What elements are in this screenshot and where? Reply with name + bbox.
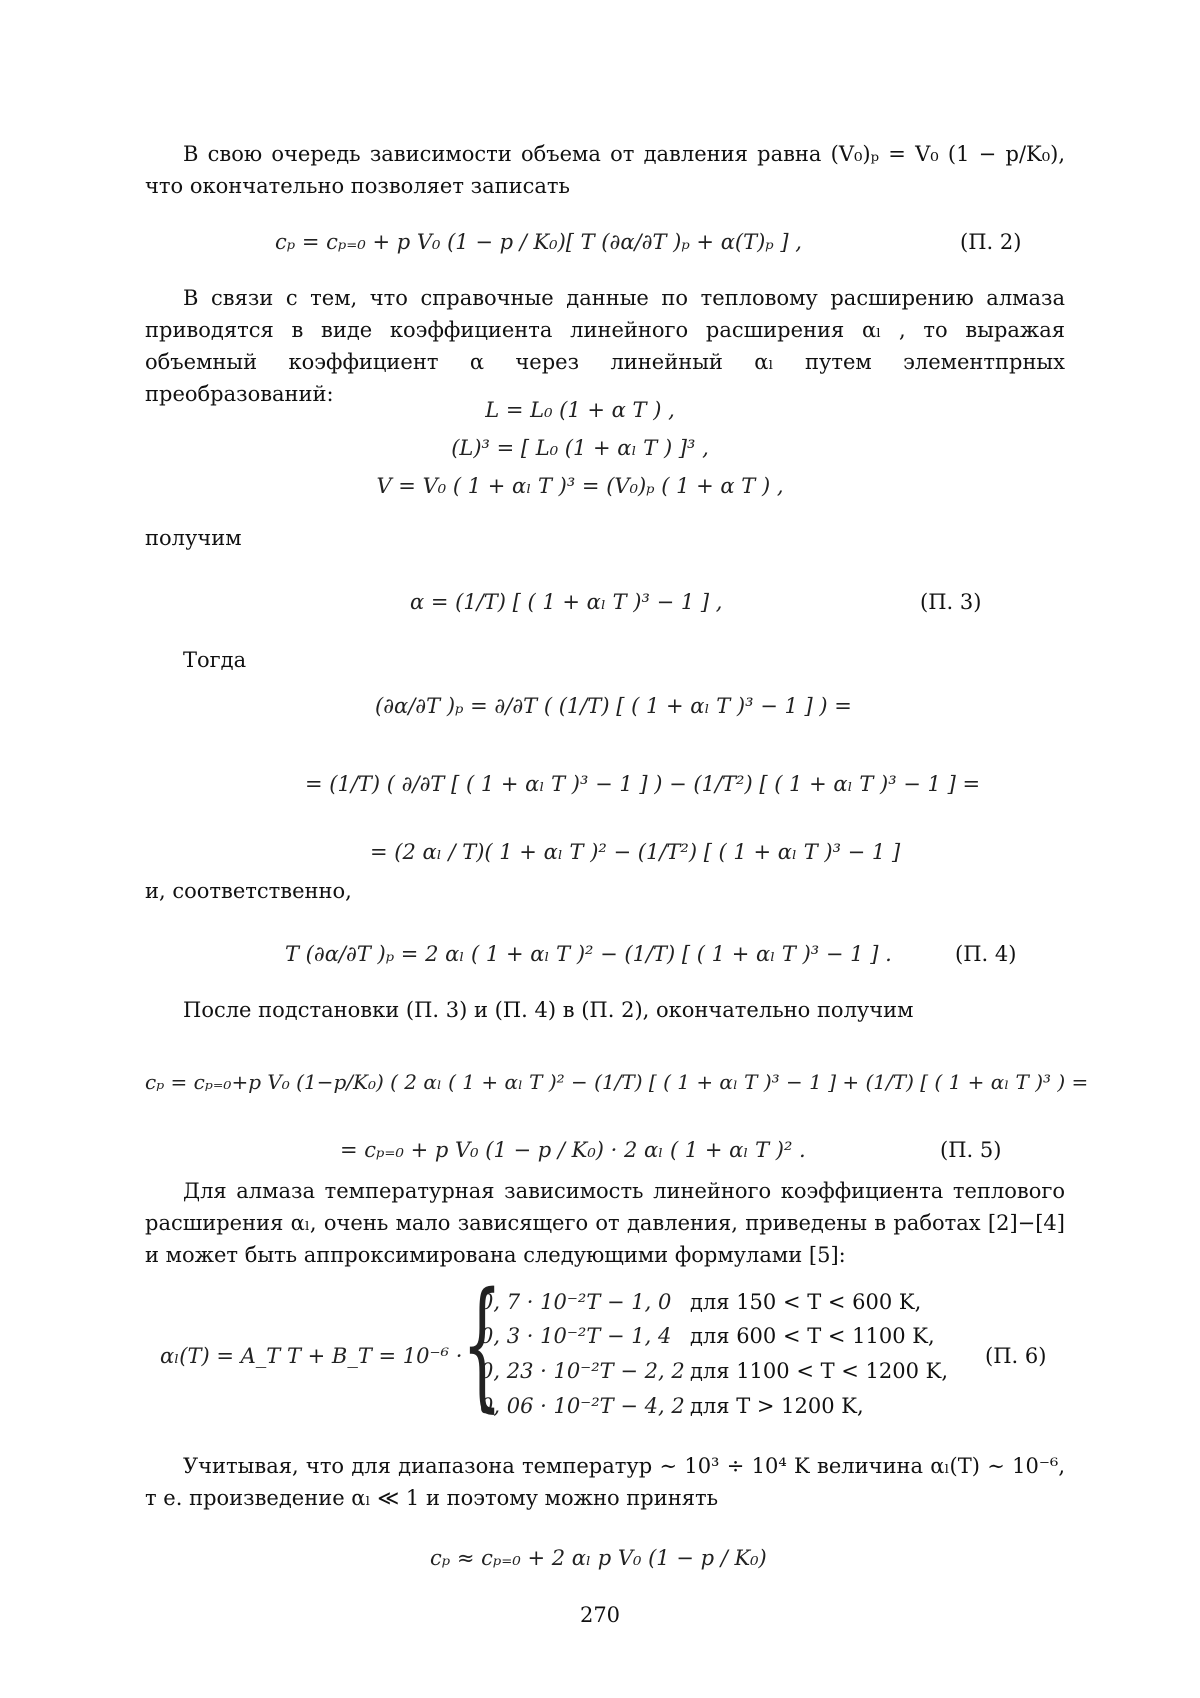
equation-system-line-3: V = V₀ ( 1 + αₗ T )³ = (V₀)ₚ ( 1 + α T ) , xyxy=(376,474,784,498)
paragraph-substitution: После подстановки (П. 3) и (П. 4) в (П. 2), окончательно получим xyxy=(183,998,914,1022)
case-formula-3: 0, 23 · 10⁻²T − 2, 2 xyxy=(480,1359,685,1383)
equation-p2: cₚ = cₚ₌₀ + p V₀ (1 − p / K₀)[ T (∂α/∂T )ₚ + α(T)ₚ ] , xyxy=(275,230,802,254)
case-condition-3: для 1100 < T < 1200 K, xyxy=(690,1359,949,1383)
equation-number-p2: (П. 2) xyxy=(960,230,1022,254)
equation-derivative-line-3: = (2 αₗ / T)( 1 + αₗ T )² − (1/T²) [ ( 1 + αₗ T )³ − 1 ] xyxy=(370,840,901,864)
text-poluchim: получим xyxy=(145,526,242,550)
equation-system-line-2: (L)³ = [ L₀ (1 + αₗ T ) ]³ , xyxy=(451,436,709,460)
case-condition-1: для 150 < T < 600 K, xyxy=(690,1290,922,1314)
paragraph-intro: В свою очередь зависимости объема от давления равна (V₀)ₚ = V₀ (1 − p/K₀), что окончательно позволяет записать xyxy=(145,142,1065,198)
equation-number-p5: (П. 5) xyxy=(940,1138,1002,1162)
equation-p3: α = (1/T) [ ( 1 + αₗ T )³ − 1 ] , xyxy=(410,590,723,614)
text-sootvetstvenno: и, соответственно, xyxy=(145,879,352,903)
equation-number-p4: (П. 4) xyxy=(955,942,1017,966)
equation-p5-line-2: = cₚ₌₀ + p V₀ (1 − p / K₀) · 2 αₗ ( 1 + αₗ T )² . xyxy=(340,1138,806,1162)
equation-derivative-line-2: = (1/T) ( ∂/∂T [ ( 1 + αₗ T )³ − 1 ] ) − (1/T²) [ ( 1 + αₗ T )³ − 1 ] = xyxy=(305,772,981,796)
equation-p7: cₚ ≈ cₚ₌₀ + 2 αₗ p V₀ (1 − p / K₀) xyxy=(430,1546,767,1570)
case-formula-4: 0, 06 · 10⁻²T − 4, 2 xyxy=(480,1394,685,1418)
paragraph-thermal-expansion: В связи с тем, что справочные данные по тепловому расширению алмаза приводятся в виде коэффициента линейного расширения αₗ , то выражая объемный коэффициент α через линейный αₗ путем элементпрных преобразований: xyxy=(145,286,1065,406)
equation-p5-line-1: cₚ = cₚ₌₀+p V₀ (1−p/K₀) ( 2 αₗ ( 1 + αₗ T )² − (1/T) [ ( 1 + αₗ T )³ − 1 ] + (1/T) [ ( 1 + αₗ T )³ ) = xyxy=(145,1070,1089,1094)
equation-p6-lhs: αₗ(T) = A_T T + B_T = 10⁻⁶ · xyxy=(160,1344,463,1368)
equation-p4: T (∂α/∂T )ₚ = 2 αₗ ( 1 + αₗ T )² − (1/T) [ ( 1 + αₗ T )³ − 1 ] . xyxy=(285,942,892,966)
case-condition-2: для 600 < T < 1100 K, xyxy=(690,1324,935,1348)
equation-system-line-1: L = L₀ (1 + α T ) , xyxy=(485,398,675,422)
case-formula-1: 0, 7 · 10⁻²T − 1, 0 xyxy=(480,1290,672,1314)
case-formula-2: 0, 3 · 10⁻²T − 1, 4 xyxy=(480,1324,672,1348)
paragraph-temperature-range: Учитывая, что для диапазона температур ∼ 10³ ÷ 10⁴ K величина αₗ(T) ∼ 10⁻⁶, т е. произведение αₗ ≪ 1 и поэтому можно принять xyxy=(145,1454,1065,1510)
equation-number-p6: (П. 6) xyxy=(985,1344,1047,1368)
paragraph-diamond-expansion: Для алмаза температурная зависимость линейного коэффициента теплового расширения αₗ, очень мало зависящего от давления, приведены в работах [2]−[4] и может быть аппроксимирована следующими формулами [5]: xyxy=(145,1179,1065,1267)
page-number: 270 xyxy=(579,1603,621,1627)
case-condition-4: для T > 1200 K, xyxy=(690,1394,864,1418)
text-togda: Тогда xyxy=(183,648,247,672)
equation-number-p3: (П. 3) xyxy=(920,590,982,614)
equation-derivative-line-1: (∂α/∂T )ₚ = ∂/∂T ( (1/T) [ ( 1 + αₗ T )³ − 1 ] ) = xyxy=(375,694,852,718)
cases-brace: { xyxy=(462,1263,503,1426)
